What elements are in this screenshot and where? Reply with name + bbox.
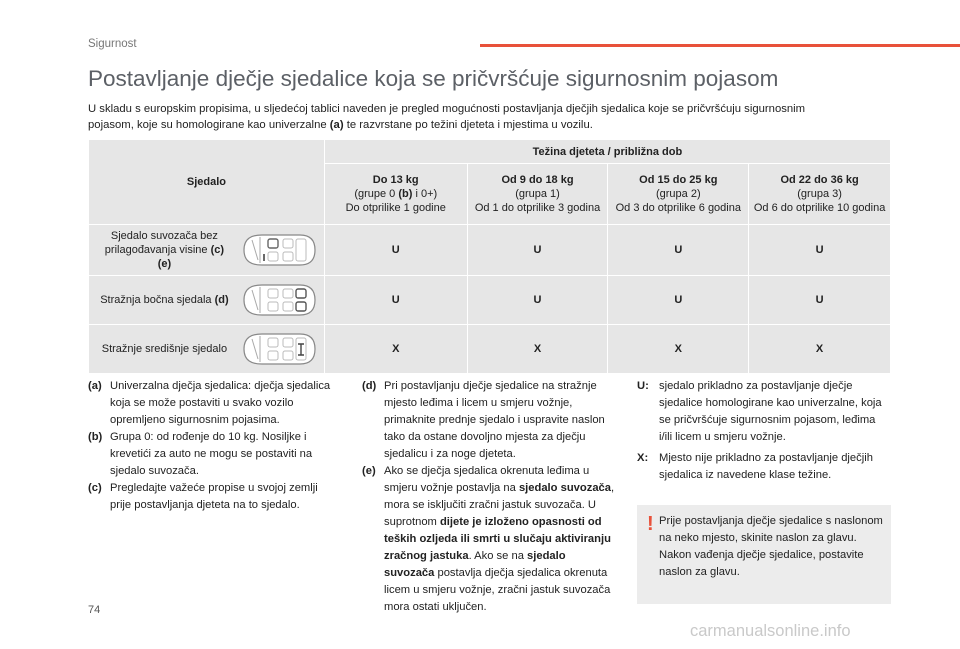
watermark: carmanualsonline.info [690, 622, 851, 640]
car-rear-center-seat-icon [238, 329, 318, 369]
table-row [89, 225, 891, 276]
seat-header: Sjedalo [89, 140, 325, 225]
legend-u: U: sjedalo prikladno za postavljanje dječje sjedalice homologirane kao univerzalne, koja se pričvršćuje sigurnosnim pojasom, leđima i/ili licem u smjeru vožnje. [637, 380, 882, 443]
footnote-e: (e) Ako se dječja sjedalica okrenuta leđima u smjeru vožnje postavlja na sjedalo suvozača, mora se isključiti zračni jastuk suvozača. U suprotnom dijete je izloženo opasnosti od teških ozljeda ili smrti u slučaju aktiviranju zračnog jastuka. Ako se na sjedalo suvozača postavlja dječja sjedalica okrenuta licem u smjeru vožnje, zračni jastuk suvozača mora ostati uključen. [362, 465, 615, 613]
car-rear-side-seats-icon [238, 280, 318, 320]
table-cell: U [749, 276, 891, 325]
page-title: Postavljanje dječje sjedalice koja se pričvršćuje sigurnosnim pojasom [88, 66, 779, 91]
intro-paragraph [88, 101, 883, 133]
section-label: Sigurnost [88, 38, 137, 50]
notes-left [88, 378, 338, 514]
intro-line1: U skladu s europskim propisima, u sljedećoj tablici naveden je pregled mogućnosti postavljanja dječjih sjedalica koje se pričvršćuju sigurnosnim [88, 103, 806, 115]
footnote-d: (d) Pri postavljanju dječje sjedalice na stražnje mjesto leđima i licem u smjeru vožnje, primaknite prednje sjedalo i uspravite naslon tako da ostane dovoljno mjesta za dječju sjedalicu i za noge djeteta. [362, 380, 605, 460]
table-cell: U [467, 225, 608, 276]
table-cell: U [749, 225, 891, 276]
warning-text: Prije postavljanja dječje sjedalice s naslonom na neko mjesto, skinite naslon za glavu. Nakon vađenja dječje sjedalice, postavite naslon za glavu. [659, 515, 883, 578]
accent-bar [480, 44, 960, 47]
footnote-c: (c) Pregledajte važeće propise u svojoj zemlji prije postavljanja djeteta na to sjedalo. [88, 482, 318, 511]
table-cell: X [467, 325, 608, 374]
table-cell: X [749, 325, 891, 374]
legend-x: X: Mjesto nije prikladno za postavljanje dječjih sjedalica iz navedene klase težine. [637, 452, 873, 481]
table-cell: U [608, 276, 749, 325]
intro-line2c: te razvrstane po težini djeteta i mjestima u vozilu. [343, 119, 593, 131]
footnote-a: (a) Univerzalna dječja sjedalica: dječja sjedalica koja se može postaviti u svako vozilo opremljeno sigurnosnim pojasima. [88, 380, 331, 426]
row-label: Stražnja bočna sjedala (d) [100, 294, 229, 306]
row-label: Stražnje središnje sjedalo [101, 343, 228, 355]
column-header: Od 9 do 18 kg (grupa 1) Od 1 do otprilike 3 godina [467, 164, 608, 225]
column-header: Od 22 do 36 kg (grupa 3) Od 6 do otprilike 10 godina [749, 164, 891, 225]
table-row [89, 325, 891, 374]
table-cell: U [467, 276, 608, 325]
notes-middle [362, 378, 617, 616]
warning-box [637, 505, 891, 604]
car-front-seat-icon [238, 230, 318, 270]
notes-right [637, 378, 887, 484]
footnote-b: (b) Grupa 0: od rođenje do 10 kg. Nosiljke i krevetići za auto ne mogu se postaviti na sjedalo suvozača. [88, 431, 313, 477]
column-header: Od 15 do 25 kg (grupa 2) Od 3 do otprilike 6 godina [608, 164, 749, 225]
weight-header: Težina djeteta / približna dob [324, 140, 890, 164]
warning-icon: ! [647, 513, 654, 535]
child-seat-table [88, 139, 891, 374]
page-number: 74 [88, 604, 101, 616]
column-header: Do 13 kg (grupe 0 (b) i 0+) Do otprilike 1 godine [324, 164, 467, 225]
intro-line2a: pojasom, koje su homologirane kao univerzalne [88, 119, 330, 131]
intro-ref-a: (a) [329, 119, 344, 131]
table-cell: U [324, 276, 467, 325]
row-label: Sjedalo suvozača bez prilagođavanja visine (c) (e) [104, 230, 225, 270]
table-cell: X [608, 325, 749, 374]
table-row [89, 276, 891, 325]
table-cell: X [324, 325, 467, 374]
table-cell: U [608, 225, 749, 276]
table-cell: U [324, 225, 467, 276]
